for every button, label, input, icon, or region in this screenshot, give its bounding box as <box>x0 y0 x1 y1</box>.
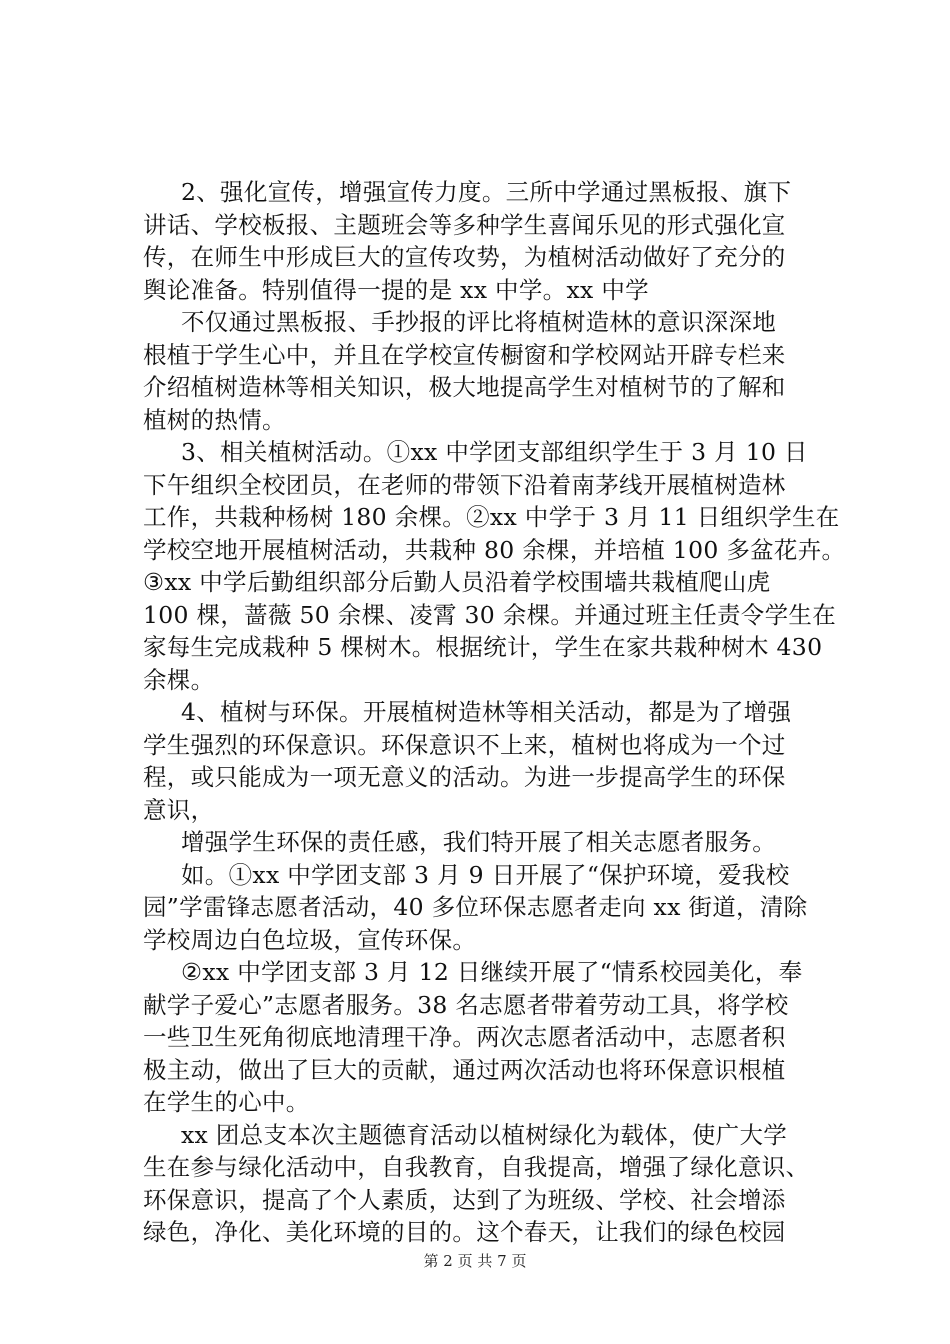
text-line: 工作，共栽种杨树 180 余棵。②xx 中学于 3 月 11 日组织学生在 <box>143 503 840 531</box>
text-line: 100 棵，蔷薇 50 余棵、凌霄 30 余棵。并通过班主任责令学生在 <box>143 600 837 629</box>
text-line: 根植于学生心中，并且在学校宣传橱窗和学校网站开辟专栏来 <box>143 340 786 369</box>
text-line: xx 团总支本次主题德育活动以植树绿化为载体，使广大学 <box>181 1120 788 1149</box>
text-line: 如。①xx 中学团支部 3 月 9 日开展了“保护环境，爱我校 <box>181 860 790 889</box>
text-line: 在学生的心中。 <box>143 1088 310 1116</box>
text-line: 极主动，做出了巨大的贡献，通过两次活动也将环保意识根植 <box>143 1055 786 1084</box>
text-line: 介绍植树造林等相关知识，极大地提高学生对植树节的了解和 <box>143 373 786 401</box>
text-line: 学生强烈的环保意识。环保意识不上来，植树也将成为一个过 <box>143 730 786 759</box>
text-line: 植树的热情。 <box>143 405 286 434</box>
text-line: 一些卫生死角彻底地清理干净。两次志愿者活动中，志愿者积 <box>143 1023 786 1051</box>
text-line: ②xx 中学团支部 3 月 12 日继续开展了“情系校园美化，奉 <box>181 958 803 986</box>
document-body <box>143 176 846 1249</box>
text-line: 传，在师生中形成巨大的宣传攻势，为植树活动做好了充分的 <box>143 243 786 271</box>
text-line: 学校空地开展植树活动，共栽种 80 余棵，并培植 100 多盆花卉。 <box>143 535 846 564</box>
text-line: 学校周边白色垃圾，宣传环保。 <box>143 925 477 954</box>
text-line: 舆论准备。特别值得一提的是 xx 中学。xx 中学 <box>143 275 649 304</box>
text-line: 下午组织全校团员，在老师的带领下沿着南茅线开展植树造林 <box>143 470 786 499</box>
text-line: 程，或只能成为一项无意义的活动。为进一步提高学生的环保 <box>143 763 786 791</box>
text-line: 园”学雷锋志愿者活动，40 多位环保志愿者走向 xx 街道，清除 <box>143 893 808 921</box>
text-line: 绿色，净化、美化环境的目的。这个春天，让我们的绿色校园 <box>143 1218 786 1246</box>
text-line: 意识， <box>143 795 215 824</box>
text-line: 4、植树与环保。开展植树造林等相关活动，都是为了增强 <box>181 698 792 726</box>
page-footer: 第 2 页 共 7 页 <box>423 1252 527 1270</box>
text-line: 生在参与绿化活动中，自我教育，自我提高，增强了绿化意识、 <box>143 1153 810 1181</box>
text-line: 环保意识，提高了个人素质，达到了为班级、学校、社会增添 <box>143 1185 786 1214</box>
text-line: 增强学生环保的责任感，我们特开展了相关志愿者服务。 <box>181 828 776 856</box>
text-line: 家每生完成栽种 5 棵树木。根据统计，学生在家共栽种树木 430 <box>143 633 823 661</box>
text-line: 讲话、学校板报、主题班会等多种学生喜闻乐见的形式强化宣 <box>143 210 786 239</box>
text-line: 献学子爱心”志愿者服务。38 名志愿者带着劳动工具，将学校 <box>143 990 789 1019</box>
text-line: ③xx 中学后勤组织部分后勤人员沿着学校围墙共栽植爬山虎 <box>143 568 771 596</box>
text-line: 3、相关植树活动。①xx 中学团支部组织学生于 3 月 10 日 <box>181 438 808 466</box>
text-line: 不仅通过黑板报、手抄报的评比将植树造林的意识深深地 <box>181 308 776 336</box>
text-line: 余棵。 <box>143 665 215 694</box>
text-line: 2、强化宣传，增强宣传力度。三所中学通过黑板报、旗下 <box>181 178 792 206</box>
